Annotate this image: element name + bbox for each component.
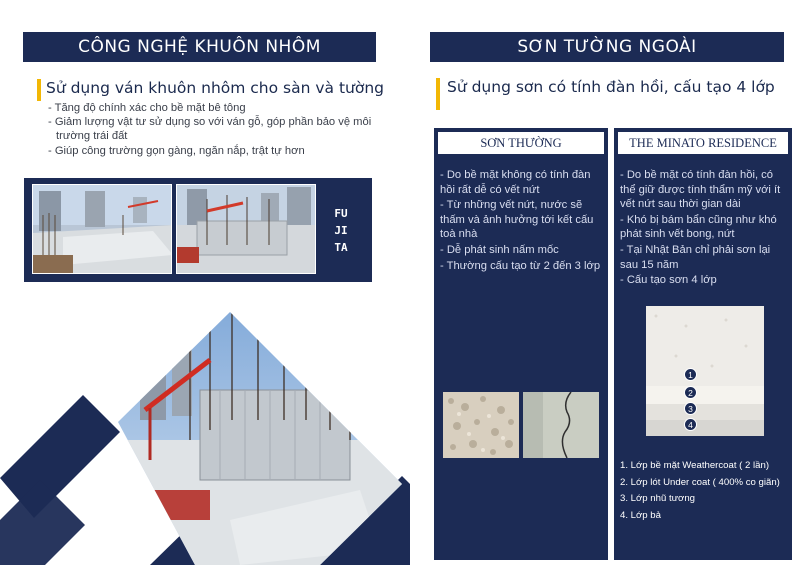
paint-layers-legend [620, 458, 780, 524]
list-item: - Tại Nhật Bản chỉ phải sơn lại sau 15 năm [620, 243, 771, 271]
rough-texture-photo [443, 392, 519, 458]
formwork-benefits-list [48, 101, 378, 158]
list-item: - Do bề mặt có tính đàn hồi, có thể giữ được tính thẩm mỹ với ít vết nứt sau thời gian dài [620, 169, 781, 211]
list-item: - Từ những vết nứt, nước sẽ thấm và ảnh hưởng tới kết cấu toà nhà [440, 199, 594, 241]
header-text: CÔNG NGHỆ KHUÔN NHÔM [78, 37, 321, 57]
construction-hero-image [0, 290, 410, 565]
section-header-aluminum-formwork [23, 32, 376, 62]
layer-marker: 2 [684, 386, 697, 399]
list-item: - Khó bị bám bẩn cũng như khó phát sinh vết bong, nứt [620, 213, 777, 241]
list-item: - Tăng độ chính xác cho bề mặt bê tông [48, 102, 246, 114]
formwork-photo-2 [176, 184, 316, 274]
list-item: 3. Lớp nhũ tương [620, 493, 696, 504]
panel-title: SƠN THƯỜNG [438, 132, 604, 154]
logo-line: TA [334, 241, 348, 254]
panel-title: THE MINATO RESIDENCE [618, 132, 788, 154]
layer-marker: 4 [684, 418, 697, 431]
list-item: 4. Lớp bả [620, 509, 661, 521]
photo-strip [24, 178, 372, 282]
subtitle-paint: Sử dụng sơn có tính đàn hồi, cấu tạo 4 lớp [447, 78, 775, 96]
subtitle-formwork: Sử dụng ván khuôn nhôm cho sàn và tường [46, 79, 385, 97]
list-item: - Giúp công trường gọn gàng, ngăn nắp, trật tự hơn [48, 144, 305, 157]
formwork-photo-1 [32, 184, 172, 274]
list-item: - Do bề mặt không có tính đàn hồi rất dễ có vết nứt [440, 169, 591, 196]
accent-bar [436, 78, 440, 110]
list-item: - Thường cấu tạo từ 2 đến 3 lớp [440, 259, 601, 272]
logo-line: FU [334, 207, 348, 220]
logo-line: JI [334, 224, 348, 237]
list-item: - Dễ phát sinh nấm mốc [440, 243, 559, 256]
layer-marker: 1 [684, 368, 697, 381]
layer-marker: 3 [684, 402, 697, 415]
normal-paint-panel [434, 128, 608, 560]
header-text: SƠN TƯỜNG NGOÀI [517, 37, 697, 57]
section-header-exterior-paint [430, 32, 784, 62]
minato-paint-list [620, 168, 786, 289]
minato-paint-panel [614, 128, 792, 560]
accent-bar [37, 79, 41, 101]
list-item: - Giảm lượng vật tư sử dụng so với ván gỗ, góp phần bảo vệ môi trường trái đất [48, 116, 372, 143]
paint-layers-photo [646, 306, 764, 436]
list-item: 2. Lớp lót Under coat ( 400% co giãn) [620, 476, 780, 488]
fujita-logo [324, 205, 358, 256]
cracked-wall-photo [523, 392, 599, 458]
list-item: - Cấu tạo sơn 4 lớp [620, 274, 717, 287]
normal-paint-list [440, 168, 602, 274]
list-item: 1. Lớp bề mặt Weathercoat ( 2 lần) [620, 460, 770, 471]
